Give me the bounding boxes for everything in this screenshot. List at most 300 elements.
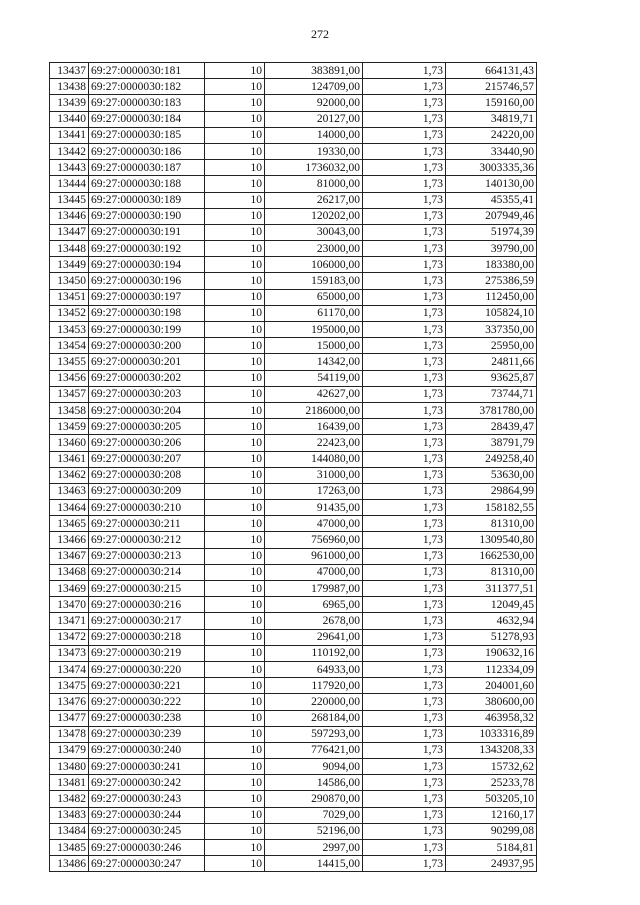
table-row: [50, 613, 537, 629]
table-row: [50, 63, 537, 79]
row-number-cell: 13468: [50, 564, 89, 580]
category-cell: 10: [205, 176, 265, 192]
cadastral-value-cell: 39790,00: [446, 241, 537, 257]
table-row: [50, 775, 537, 791]
row-number-cell: 13451: [50, 289, 89, 305]
cadastral-number-cell: 69:27:0000030:186: [89, 143, 205, 159]
category-cell: 10: [205, 451, 265, 467]
row-number-cell: 13456: [50, 370, 89, 386]
cadastral-value-cell: 204001,60: [446, 678, 537, 694]
area-cell: 2678,00: [265, 613, 363, 629]
table-row: [50, 419, 537, 435]
cadastral-number-cell: 69:27:0000030:184: [89, 111, 205, 127]
row-number-cell: 13461: [50, 451, 89, 467]
coefficient-cell: 1,73: [363, 192, 446, 208]
category-cell: 10: [205, 386, 265, 402]
category-cell: 10: [205, 160, 265, 176]
coefficient-cell: 1,73: [363, 516, 446, 532]
table-row: [50, 257, 537, 273]
table-row: [50, 532, 537, 548]
table-row: [50, 516, 537, 532]
table-row: [50, 823, 537, 839]
area-cell: 29641,00: [265, 629, 363, 645]
area-cell: 92000,00: [265, 95, 363, 111]
category-cell: 10: [205, 338, 265, 354]
cadastral-value-cell: 81310,00: [446, 516, 537, 532]
area-cell: 64933,00: [265, 661, 363, 677]
cadastral-value-cell: 24811,66: [446, 354, 537, 370]
coefficient-cell: 1,73: [363, 613, 446, 629]
area-cell: 14415,00: [265, 856, 363, 872]
area-cell: 14342,00: [265, 354, 363, 370]
cadastral-value-cell: 311377,51: [446, 581, 537, 597]
cadastral-value-cell: 1033316,89: [446, 726, 537, 742]
category-cell: 10: [205, 629, 265, 645]
cadastral-number-cell: 69:27:0000030:209: [89, 483, 205, 499]
table-row: [50, 127, 537, 143]
table-row: [50, 224, 537, 240]
category-cell: 10: [205, 645, 265, 661]
category-cell: 10: [205, 807, 265, 823]
cadastral-number-cell: 69:27:0000030:245: [89, 823, 205, 839]
category-cell: 10: [205, 483, 265, 499]
category-cell: 10: [205, 63, 265, 79]
row-number-cell: 13449: [50, 257, 89, 273]
cadastral-number-cell: 69:27:0000030:212: [89, 532, 205, 548]
coefficient-cell: 1,73: [363, 127, 446, 143]
area-cell: 383891,00: [265, 63, 363, 79]
area-cell: 2997,00: [265, 840, 363, 856]
row-number-cell: 13466: [50, 532, 89, 548]
row-number-cell: 13479: [50, 742, 89, 758]
cadastral-value-cell: 25950,00: [446, 338, 537, 354]
cadastral-number-cell: 69:27:0000030:197: [89, 289, 205, 305]
area-cell: 23000,00: [265, 241, 363, 257]
category-cell: 10: [205, 322, 265, 338]
row-number-cell: 13467: [50, 548, 89, 564]
row-number-cell: 13470: [50, 597, 89, 613]
table-row: [50, 467, 537, 483]
row-number-cell: 13484: [50, 823, 89, 839]
coefficient-cell: 1,73: [363, 241, 446, 257]
area-cell: 124709,00: [265, 79, 363, 95]
table-row: [50, 661, 537, 677]
category-cell: 10: [205, 241, 265, 257]
cadastral-number-cell: 69:27:0000030:247: [89, 856, 205, 872]
area-cell: 14000,00: [265, 127, 363, 143]
table-row: [50, 451, 537, 467]
cadastral-number-cell: 69:27:0000030:208: [89, 467, 205, 483]
category-cell: 10: [205, 516, 265, 532]
coefficient-cell: 1,73: [363, 759, 446, 775]
cadastral-value-cell: 33440,90: [446, 143, 537, 159]
coefficient-cell: 1,73: [363, 111, 446, 127]
category-cell: 10: [205, 597, 265, 613]
area-cell: 22423,00: [265, 435, 363, 451]
cadastral-value-cell: 190632,16: [446, 645, 537, 661]
coefficient-cell: 1,73: [363, 224, 446, 240]
coefficient-cell: 1,73: [363, 95, 446, 111]
coefficient-cell: 1,73: [363, 386, 446, 402]
category-cell: 10: [205, 742, 265, 758]
table-row: [50, 386, 537, 402]
table-row: [50, 354, 537, 370]
row-number-cell: 13474: [50, 661, 89, 677]
coefficient-cell: 1,73: [363, 322, 446, 338]
cadastral-number-cell: 69:27:0000030:192: [89, 241, 205, 257]
row-number-cell: 13446: [50, 208, 89, 224]
row-number-cell: 13439: [50, 95, 89, 111]
coefficient-cell: 1,73: [363, 500, 446, 516]
coefficient-cell: 1,73: [363, 273, 446, 289]
cadastral-value-cell: 112334,09: [446, 661, 537, 677]
row-number-cell: 13486: [50, 856, 89, 872]
cadastral-number-cell: 69:27:0000030:200: [89, 338, 205, 354]
coefficient-cell: 1,73: [363, 532, 446, 548]
coefficient-cell: 1,73: [363, 742, 446, 758]
coefficient-cell: 1,73: [363, 305, 446, 321]
cadastral-number-cell: 69:27:0000030:213: [89, 548, 205, 564]
category-cell: 10: [205, 548, 265, 564]
table-row: [50, 143, 537, 159]
table-row: [50, 840, 537, 856]
row-number-cell: 13473: [50, 645, 89, 661]
row-number-cell: 13450: [50, 273, 89, 289]
cadastral-value-cell: 12049,45: [446, 597, 537, 613]
table-row: [50, 581, 537, 597]
area-cell: 14586,00: [265, 775, 363, 791]
area-cell: 81000,00: [265, 176, 363, 192]
category-cell: 10: [205, 581, 265, 597]
coefficient-cell: 1,73: [363, 435, 446, 451]
category-cell: 10: [205, 823, 265, 839]
area-cell: 2186000,00: [265, 402, 363, 418]
table-body: [50, 63, 537, 872]
cadastral-value-cell: 90299,08: [446, 823, 537, 839]
row-number-cell: 13462: [50, 467, 89, 483]
area-cell: 195000,00: [265, 322, 363, 338]
area-cell: 220000,00: [265, 694, 363, 710]
coefficient-cell: 1,73: [363, 370, 446, 386]
cadastral-number-cell: 69:27:0000030:183: [89, 95, 205, 111]
area-cell: 756960,00: [265, 532, 363, 548]
cadastral-number-cell: 69:27:0000030:216: [89, 597, 205, 613]
cadastral-number-cell: 69:27:0000030:210: [89, 500, 205, 516]
table-row: [50, 273, 537, 289]
table-row: [50, 645, 537, 661]
cadastral-value-cell: 81310,00: [446, 564, 537, 580]
area-cell: 961000,00: [265, 548, 363, 564]
cadastral-number-cell: 69:27:0000030:181: [89, 63, 205, 79]
category-cell: 10: [205, 856, 265, 872]
coefficient-cell: 1,73: [363, 840, 446, 856]
category-cell: 10: [205, 661, 265, 677]
category-cell: 10: [205, 500, 265, 516]
cadastral-number-cell: 69:27:0000030:185: [89, 127, 205, 143]
area-cell: 20127,00: [265, 111, 363, 127]
area-cell: 54119,00: [265, 370, 363, 386]
cadastral-value-cell: 24937,95: [446, 856, 537, 872]
cadastral-number-cell: 69:27:0000030:194: [89, 257, 205, 273]
table-row: [50, 338, 537, 354]
row-number-cell: 13476: [50, 694, 89, 710]
cadastral-number-cell: 69:27:0000030:241: [89, 759, 205, 775]
table-row: [50, 322, 537, 338]
table-row: [50, 208, 537, 224]
coefficient-cell: 1,73: [363, 483, 446, 499]
coefficient-cell: 1,73: [363, 354, 446, 370]
coefficient-cell: 1,73: [363, 807, 446, 823]
table-row: [50, 710, 537, 726]
row-number-cell: 13458: [50, 402, 89, 418]
table-row: [50, 370, 537, 386]
cadastral-number-cell: 69:27:0000030:220: [89, 661, 205, 677]
area-cell: 159183,00: [265, 273, 363, 289]
row-number-cell: 13471: [50, 613, 89, 629]
cadastral-value-cell: 112450,00: [446, 289, 537, 305]
cadastral-number-cell: 69:27:0000030:215: [89, 581, 205, 597]
cadastral-number-cell: 69:27:0000030:189: [89, 192, 205, 208]
coefficient-cell: 1,73: [363, 661, 446, 677]
cadastral-number-cell: 69:27:0000030:219: [89, 645, 205, 661]
category-cell: 10: [205, 791, 265, 807]
cadastral-value-cell: 1309540,80: [446, 532, 537, 548]
row-number-cell: 13463: [50, 483, 89, 499]
row-number-cell: 13465: [50, 516, 89, 532]
row-number-cell: 13444: [50, 176, 89, 192]
cadastral-number-cell: 69:27:0000030:218: [89, 629, 205, 645]
area-cell: 26217,00: [265, 192, 363, 208]
category-cell: 10: [205, 467, 265, 483]
row-number-cell: 13459: [50, 419, 89, 435]
coefficient-cell: 1,73: [363, 694, 446, 710]
coefficient-cell: 1,73: [363, 548, 446, 564]
row-number-cell: 13469: [50, 581, 89, 597]
cadastral-value-cell: 337350,00: [446, 322, 537, 338]
cadastral-value-cell: 25233,78: [446, 775, 537, 791]
cadastral-value-cell: 38791,79: [446, 435, 537, 451]
cadastral-number-cell: 69:27:0000030:240: [89, 742, 205, 758]
coefficient-cell: 1,73: [363, 143, 446, 159]
category-cell: 10: [205, 273, 265, 289]
category-cell: 10: [205, 79, 265, 95]
row-number-cell: 13445: [50, 192, 89, 208]
area-cell: 16439,00: [265, 419, 363, 435]
cadastral-value-cell: 45355,41: [446, 192, 537, 208]
cadastral-value-cell: 1662530,00: [446, 548, 537, 564]
cadastral-value-cell: 275386,59: [446, 273, 537, 289]
category-cell: 10: [205, 759, 265, 775]
coefficient-cell: 1,73: [363, 160, 446, 176]
cadastral-value-cell: 4632,94: [446, 613, 537, 629]
row-number-cell: 13483: [50, 807, 89, 823]
coefficient-cell: 1,73: [363, 419, 446, 435]
area-cell: 47000,00: [265, 564, 363, 580]
row-number-cell: 13482: [50, 791, 89, 807]
cadastral-value-cell: 183380,00: [446, 257, 537, 273]
cadastral-number-cell: 69:27:0000030:204: [89, 402, 205, 418]
table-row: [50, 435, 537, 451]
cadastral-value-cell: 3781780,00: [446, 402, 537, 418]
cadastral-value-cell: 105824,10: [446, 305, 537, 321]
area-cell: 17263,00: [265, 483, 363, 499]
cadastral-value-cell: 207949,46: [446, 208, 537, 224]
coefficient-cell: 1,73: [363, 791, 446, 807]
row-number-cell: 13447: [50, 224, 89, 240]
area-cell: 144080,00: [265, 451, 363, 467]
category-cell: 10: [205, 208, 265, 224]
cadastral-number-cell: 69:27:0000030:244: [89, 807, 205, 823]
area-cell: 117920,00: [265, 678, 363, 694]
area-cell: 31000,00: [265, 467, 363, 483]
coefficient-cell: 1,73: [363, 79, 446, 95]
category-cell: 10: [205, 710, 265, 726]
cadastral-number-cell: 69:27:0000030:206: [89, 435, 205, 451]
category-cell: 10: [205, 402, 265, 418]
category-cell: 10: [205, 564, 265, 580]
category-cell: 10: [205, 111, 265, 127]
cadastral-value-cell: 34819,71: [446, 111, 537, 127]
coefficient-cell: 1,73: [363, 645, 446, 661]
cadastral-number-cell: 69:27:0000030:238: [89, 710, 205, 726]
category-cell: 10: [205, 419, 265, 435]
area-cell: 65000,00: [265, 289, 363, 305]
coefficient-cell: 1,73: [363, 257, 446, 273]
cadastral-number-cell: 69:27:0000030:199: [89, 322, 205, 338]
area-cell: 1736032,00: [265, 160, 363, 176]
row-number-cell: 13442: [50, 143, 89, 159]
table-row: [50, 305, 537, 321]
row-number-cell: 13457: [50, 386, 89, 402]
coefficient-cell: 1,73: [363, 208, 446, 224]
cadastral-number-cell: 69:27:0000030:221: [89, 678, 205, 694]
area-cell: 61170,00: [265, 305, 363, 321]
coefficient-cell: 1,73: [363, 629, 446, 645]
page-number: 272: [311, 27, 329, 41]
cadastral-value-cell: 3003335,36: [446, 160, 537, 176]
cadastral-number-cell: 69:27:0000030:242: [89, 775, 205, 791]
area-cell: 47000,00: [265, 516, 363, 532]
table-row: [50, 791, 537, 807]
area-cell: 290870,00: [265, 791, 363, 807]
cadastral-value-cell: 93625,87: [446, 370, 537, 386]
coefficient-cell: 1,73: [363, 856, 446, 872]
table-row: [50, 160, 537, 176]
category-cell: 10: [205, 305, 265, 321]
cadastral-value-cell: 159160,00: [446, 95, 537, 111]
table-row: [50, 807, 537, 823]
category-cell: 10: [205, 127, 265, 143]
cadastral-number-cell: 69:27:0000030:187: [89, 160, 205, 176]
cadastral-value-cell: 53630,00: [446, 467, 537, 483]
cadastral-value-cell: 463958,32: [446, 710, 537, 726]
row-number-cell: 13475: [50, 678, 89, 694]
cadastral-value-cell: 140130,00: [446, 176, 537, 192]
area-cell: 7029,00: [265, 807, 363, 823]
row-number-cell: 13485: [50, 840, 89, 856]
cadastral-value-cell: 1343208,33: [446, 742, 537, 758]
coefficient-cell: 1,73: [363, 597, 446, 613]
row-number-cell: 13443: [50, 160, 89, 176]
cadastral-number-cell: 69:27:0000030:196: [89, 273, 205, 289]
cadastral-number-cell: 69:27:0000030:190: [89, 208, 205, 224]
table-row: [50, 629, 537, 645]
table-row: [50, 289, 537, 305]
cadastral-value-cell: 215746,57: [446, 79, 537, 95]
table-row: [50, 79, 537, 95]
category-cell: 10: [205, 694, 265, 710]
category-cell: 10: [205, 257, 265, 273]
category-cell: 10: [205, 354, 265, 370]
area-cell: 42627,00: [265, 386, 363, 402]
cadastral-value-cell: 51974,39: [446, 224, 537, 240]
category-cell: 10: [205, 613, 265, 629]
cadastral-value-cell: 5184,81: [446, 840, 537, 856]
category-cell: 10: [205, 192, 265, 208]
cadastral-number-cell: 69:27:0000030:202: [89, 370, 205, 386]
row-number-cell: 13472: [50, 629, 89, 645]
category-cell: 10: [205, 678, 265, 694]
table-row: [50, 759, 537, 775]
cadastral-number-cell: 69:27:0000030:214: [89, 564, 205, 580]
table-row: [50, 500, 537, 516]
row-number-cell: 13464: [50, 500, 89, 516]
table-row: [50, 548, 537, 564]
category-cell: 10: [205, 289, 265, 305]
category-cell: 10: [205, 143, 265, 159]
coefficient-cell: 1,73: [363, 451, 446, 467]
cadastral-number-cell: 69:27:0000030:207: [89, 451, 205, 467]
table-row: [50, 678, 537, 694]
table-row: [50, 564, 537, 580]
cadastral-number-cell: 69:27:0000030:201: [89, 354, 205, 370]
cadastral-number-cell: 69:27:0000030:222: [89, 694, 205, 710]
table-row: [50, 856, 537, 872]
cadastral-number-cell: 69:27:0000030:205: [89, 419, 205, 435]
cadastral-value-cell: 51278,93: [446, 629, 537, 645]
area-cell: 106000,00: [265, 257, 363, 273]
cadastral-value-cell: 73744,71: [446, 386, 537, 402]
cadastral-value-cell: 15732,62: [446, 759, 537, 775]
coefficient-cell: 1,73: [363, 467, 446, 483]
area-cell: 30043,00: [265, 224, 363, 240]
row-number-cell: 13438: [50, 79, 89, 95]
cadastral-value-cell: 24220,00: [446, 127, 537, 143]
coefficient-cell: 1,73: [363, 678, 446, 694]
cadastral-value-cell: 158182,55: [446, 500, 537, 516]
row-number-cell: 13452: [50, 305, 89, 321]
row-number-cell: 13477: [50, 710, 89, 726]
cadastral-number-cell: 69:27:0000030:203: [89, 386, 205, 402]
area-cell: 110192,00: [265, 645, 363, 661]
table-row: [50, 241, 537, 257]
table-row: [50, 726, 537, 742]
cadastral-value-cell: 29864,99: [446, 483, 537, 499]
area-cell: 52196,00: [265, 823, 363, 839]
table-row: [50, 402, 537, 418]
row-number-cell: 13478: [50, 726, 89, 742]
coefficient-cell: 1,73: [363, 710, 446, 726]
cadastral-number-cell: 69:27:0000030:211: [89, 516, 205, 532]
row-number-cell: 13441: [50, 127, 89, 143]
cadastral-value-cell: 28439,47: [446, 419, 537, 435]
table-row: [50, 192, 537, 208]
cadastral-number-cell: 69:27:0000030:198: [89, 305, 205, 321]
cadastral-value-cell: 249258,40: [446, 451, 537, 467]
coefficient-cell: 1,73: [363, 823, 446, 839]
land-value-table: [49, 62, 537, 872]
area-cell: 9094,00: [265, 759, 363, 775]
